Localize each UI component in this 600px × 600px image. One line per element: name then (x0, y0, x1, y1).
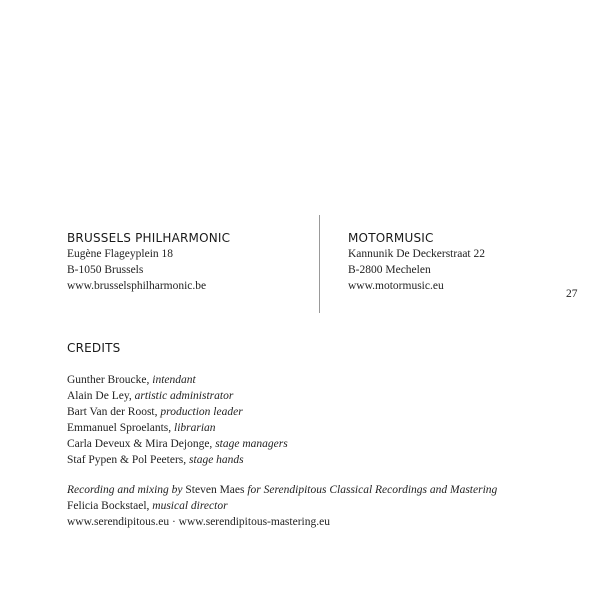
role: artistic administrator (134, 390, 234, 402)
role: librarian (174, 422, 216, 434)
list-item (67, 404, 288, 420)
credits-title: CREDITS (67, 341, 121, 355)
role: stage managers (215, 438, 288, 450)
org-title: MOTORMUSIC (348, 231, 434, 245)
city: B-1050 Brussels (67, 264, 144, 276)
divider (319, 215, 320, 313)
role: intendant (152, 374, 196, 386)
recording-line (67, 482, 497, 498)
list-item (67, 372, 288, 388)
engineer-name: Steven Maes (185, 484, 248, 496)
name: Gunther Broucke, (67, 374, 153, 386)
website: www.brusselsphilharmonic.be (67, 280, 207, 292)
role: production leader (160, 406, 243, 418)
street: Kannunik De Deckerstraat 22 (348, 248, 485, 260)
name: Bart Van der Roost, (67, 406, 161, 418)
role: stage hands (189, 454, 244, 466)
role: musical director (152, 500, 228, 512)
name: Carla Deveux & Mira Dejonge, (67, 438, 216, 450)
list-item (67, 388, 288, 404)
studio: for Serendipitous Classical Recordings and Mastering (247, 484, 498, 496)
name: Emmanuel Sproelants, (67, 422, 174, 434)
motormusic-address (348, 230, 485, 294)
org-title: BRUSSELS PHILHARMONIC (67, 231, 231, 245)
name: Staf Pypen & Pol Peeters, (67, 454, 190, 466)
websites: www.serendipitous.eu · www.serendipitous-mastering.eu (67, 516, 330, 528)
list-item (67, 436, 288, 452)
list-item (67, 420, 288, 436)
street: Eugène Flageyplein 18 (67, 248, 174, 260)
recording-credits (67, 482, 497, 530)
director-line (67, 498, 497, 514)
list-item (67, 452, 288, 468)
brussels-philharmonic-address (67, 230, 230, 294)
name: Felicia Bockstael, (67, 500, 153, 512)
website: www.motormusic.eu (348, 280, 444, 292)
city: B-2800 Mechelen (348, 264, 431, 276)
credits-list (67, 372, 288, 468)
recording-label: Recording and mixing by (67, 484, 186, 496)
page-number: 27 (566, 288, 578, 300)
name: Alain De Ley, (67, 390, 135, 402)
